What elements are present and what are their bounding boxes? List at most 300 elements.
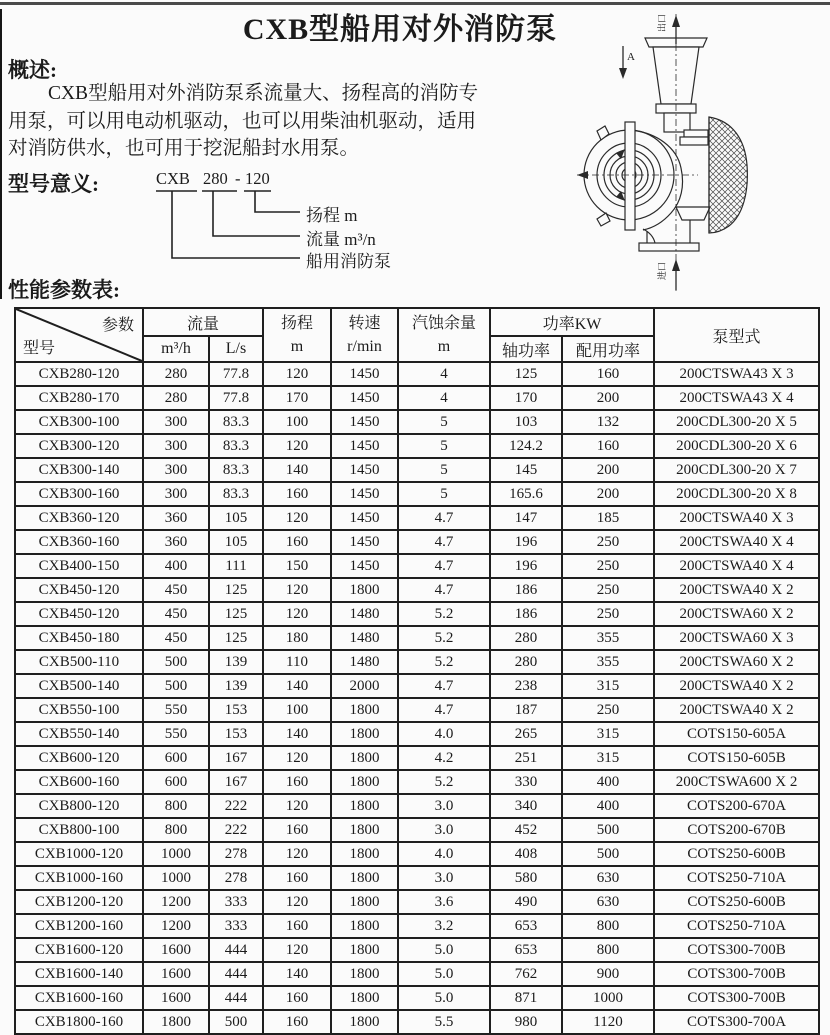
cell-pump-type: COTS250-600B: [654, 890, 819, 914]
cell-head: 120: [263, 890, 331, 914]
cell-pump-type: 200CDL300-20 X 7: [654, 458, 819, 482]
cell-head: 120: [263, 794, 331, 818]
cell-rated-power: 200: [562, 458, 654, 482]
cell-flow-ls: 125: [209, 626, 263, 650]
cell-model: CXB500-140: [15, 674, 143, 698]
cell-rated-power: 400: [562, 794, 654, 818]
cell-model: CXB550-100: [15, 698, 143, 722]
table-row: [15, 914, 819, 938]
table-row: [15, 866, 819, 890]
table-row: [15, 650, 819, 674]
cell-flow-ls: 105: [209, 530, 263, 554]
cell-pump-type: COTS300-700B: [654, 962, 819, 986]
cell-model: CXB300-140: [15, 458, 143, 482]
cell-rated-power: 315: [562, 722, 654, 746]
cell-rated-power: 200: [562, 386, 654, 410]
cell-flow-m3h: 280: [143, 362, 209, 386]
speed-unit: r/min: [347, 338, 382, 355]
cell-shaft-power: 280: [490, 626, 562, 650]
cell-speed: 1800: [331, 938, 398, 962]
cell-speed: 2000: [331, 674, 398, 698]
cell-speed: 1480: [331, 602, 398, 626]
cell-npsh: 3.2: [398, 914, 490, 938]
cell-flow-ls: 83.3: [209, 458, 263, 482]
cell-flow-ls: 125: [209, 602, 263, 626]
cell-npsh: 4.7: [398, 578, 490, 602]
outlet-label: 出口: [657, 13, 667, 32]
cell-head: 120: [263, 506, 331, 530]
cell-model: CXB600-120: [15, 746, 143, 770]
cell-npsh: 4.2: [398, 746, 490, 770]
cell-speed: 1450: [331, 434, 398, 458]
cell-flow-ls: 83.3: [209, 434, 263, 458]
cell-rated-power: 200: [562, 482, 654, 506]
cell-pump-type: 200CDL300-20 X 6: [654, 434, 819, 458]
cell-pump-type: 200CTSWA40 X 2: [654, 578, 819, 602]
cell-flow-m3h: 1200: [143, 914, 209, 938]
cell-flow-m3h: 550: [143, 698, 209, 722]
corner-model-label: 型号: [23, 340, 56, 357]
cell-pump-type: 200CDL300-20 X 8: [654, 482, 819, 506]
cell-speed: 1800: [331, 770, 398, 794]
model-code-flow: 280: [203, 169, 228, 188]
cell-npsh: 3.6: [398, 890, 490, 914]
cell-npsh: 5: [398, 434, 490, 458]
cell-flow-m3h: 300: [143, 410, 209, 434]
cell-flow-m3h: 1800: [143, 1010, 209, 1034]
cell-pump-type: 200CTSWA60 X 2: [654, 650, 819, 674]
speed-label: 转速: [348, 314, 381, 332]
cell-head: 160: [263, 1010, 331, 1034]
cell-rated-power: 1120: [562, 1010, 654, 1034]
cell-pump-type: COTS300-700B: [654, 938, 819, 962]
cell-speed: 1800: [331, 578, 398, 602]
cell-npsh: 5.2: [398, 626, 490, 650]
cell-npsh: 5.2: [398, 650, 490, 674]
cell-speed: 1450: [331, 530, 398, 554]
cell-speed: 1800: [331, 746, 398, 770]
cell-model: CXB1600-160: [15, 986, 143, 1010]
cell-head: 100: [263, 698, 331, 722]
cell-speed: 1450: [331, 362, 398, 386]
cell-head: 160: [263, 914, 331, 938]
cell-flow-m3h: 360: [143, 506, 209, 530]
cell-shaft-power: 147: [490, 506, 562, 530]
cell-flow-m3h: 800: [143, 794, 209, 818]
cell-rated-power: 500: [562, 842, 654, 866]
table-row: [15, 554, 819, 578]
cell-flow-ls: 333: [209, 914, 263, 938]
cell-head: 170: [263, 386, 331, 410]
cell-pump-type: 200CTSWA60 X 3: [654, 626, 819, 650]
table-row: [15, 458, 819, 482]
cell-shaft-power: 145: [490, 458, 562, 482]
cell-flow-m3h: 500: [143, 674, 209, 698]
col-header-rated-power: 配用功率: [562, 336, 654, 362]
cell-speed: 1800: [331, 962, 398, 986]
cell-npsh: 5.0: [398, 962, 490, 986]
cell-npsh: 4.0: [398, 842, 490, 866]
cell-speed: 1800: [331, 1010, 398, 1034]
cell-flow-ls: 139: [209, 650, 263, 674]
overview-line: 用泵，可以用电动机驱动，也可以用柴油机驱动，适用: [8, 110, 477, 132]
cell-flow-ls: 153: [209, 722, 263, 746]
cell-shaft-power: 165.6: [490, 482, 562, 506]
col-header-head: [263, 308, 331, 362]
model-diagram-lines: [140, 186, 310, 268]
cell-flow-ls: 278: [209, 866, 263, 890]
cell-flow-m3h: 450: [143, 626, 209, 650]
cell-shaft-power: 280: [490, 650, 562, 674]
cell-flow-m3h: 1000: [143, 866, 209, 890]
cell-shaft-power: 170: [490, 386, 562, 410]
cell-model: CXB450-180: [15, 626, 143, 650]
cell-head: 160: [263, 482, 331, 506]
cell-rated-power: 400: [562, 770, 654, 794]
table-row: [15, 890, 819, 914]
cell-flow-ls: 444: [209, 986, 263, 1010]
col-header-flow: 流量: [143, 308, 263, 336]
cell-npsh: 5.5: [398, 1010, 490, 1034]
cell-npsh: 5: [398, 410, 490, 434]
cell-speed: 1450: [331, 410, 398, 434]
cell-speed: 1800: [331, 698, 398, 722]
cell-flow-ls: 83.3: [209, 410, 263, 434]
cell-rated-power: 250: [562, 602, 654, 626]
cell-shaft-power: 187: [490, 698, 562, 722]
cell-rated-power: 355: [562, 626, 654, 650]
col-header-speed: [331, 308, 398, 362]
cell-rated-power: 315: [562, 674, 654, 698]
cell-shaft-power: 125: [490, 362, 562, 386]
cell-model: CXB800-100: [15, 818, 143, 842]
cell-head: 180: [263, 626, 331, 650]
cell-rated-power: 1000: [562, 986, 654, 1010]
cell-head: 160: [263, 986, 331, 1010]
table-row: [15, 578, 819, 602]
cell-pump-type: COTS150-605A: [654, 722, 819, 746]
col-header-pump-type: 泵型式: [654, 308, 819, 362]
cell-rated-power: 900: [562, 962, 654, 986]
cell-rated-power: 185: [562, 506, 654, 530]
table-row: [15, 722, 819, 746]
cell-flow-m3h: 1200: [143, 890, 209, 914]
cell-flow-m3h: 450: [143, 602, 209, 626]
model-code-dash: -: [235, 169, 241, 188]
cell-shaft-power: 340: [490, 794, 562, 818]
table-row: [15, 698, 819, 722]
cell-head: 160: [263, 770, 331, 794]
npsh-unit: m: [437, 338, 451, 355]
cell-flow-ls: 111: [209, 554, 263, 578]
cell-flow-m3h: 360: [143, 530, 209, 554]
cell-head: 120: [263, 362, 331, 386]
performance-heading: 性能参数表:: [8, 278, 120, 302]
cell-pump-type: 200CTSWA40 X 4: [654, 530, 819, 554]
cell-head: 110: [263, 650, 331, 674]
cell-rated-power: 250: [562, 554, 654, 578]
cell-speed: 1450: [331, 554, 398, 578]
cell-flow-m3h: 1000: [143, 842, 209, 866]
cell-model: CXB450-120: [15, 578, 143, 602]
diagram-label-pump: 船用消防泵: [306, 252, 391, 271]
table-row: [15, 818, 819, 842]
cell-head: 160: [263, 818, 331, 842]
cell-pump-type: 200CTSWA43 X 3: [654, 362, 819, 386]
table-row: [15, 1010, 819, 1034]
table-row: [15, 434, 819, 458]
cell-flow-ls: 77.8: [209, 362, 263, 386]
cell-flow-ls: 444: [209, 938, 263, 962]
cell-model: CXB800-120: [15, 794, 143, 818]
cell-head: 160: [263, 866, 331, 890]
cell-npsh: 3.0: [398, 794, 490, 818]
cell-npsh: 4: [398, 362, 490, 386]
cell-flow-m3h: 400: [143, 554, 209, 578]
cell-flow-ls: 77.8: [209, 386, 263, 410]
cell-shaft-power: 408: [490, 842, 562, 866]
cell-rated-power: 160: [562, 362, 654, 386]
overview-heading: 概述:: [8, 58, 57, 82]
cell-flow-m3h: 280: [143, 386, 209, 410]
cell-rated-power: 250: [562, 530, 654, 554]
cell-npsh: 4: [398, 386, 490, 410]
cell-pump-type: COTS200-670A: [654, 794, 819, 818]
cell-npsh: 4.7: [398, 554, 490, 578]
table-row: [15, 962, 819, 986]
cell-rated-power: 315: [562, 746, 654, 770]
col-header-flow-ls: L/s: [209, 336, 263, 362]
diagram-label-flow: 流量 m³/n: [306, 230, 376, 249]
cell-shaft-power: 196: [490, 530, 562, 554]
cell-model: CXB280-170: [15, 386, 143, 410]
cell-head: 160: [263, 530, 331, 554]
corner-header-cell: [15, 308, 143, 362]
cell-model: CXB600-160: [15, 770, 143, 794]
cell-flow-m3h: 500: [143, 650, 209, 674]
cell-flow-m3h: 1600: [143, 938, 209, 962]
cell-model: CXB1600-140: [15, 962, 143, 986]
cell-flow-ls: 500: [209, 1010, 263, 1034]
cell-shaft-power: 186: [490, 602, 562, 626]
cell-pump-type: 200CTSWA43 X 4: [654, 386, 819, 410]
cell-pump-type: COTS150-605B: [654, 746, 819, 770]
cell-head: 120: [263, 746, 331, 770]
cell-npsh: 5.0: [398, 938, 490, 962]
cell-model: CXB1200-160: [15, 914, 143, 938]
cell-model: CXB300-100: [15, 410, 143, 434]
cell-flow-ls: 278: [209, 842, 263, 866]
cell-shaft-power: 653: [490, 914, 562, 938]
cell-rated-power: 500: [562, 818, 654, 842]
col-header-npsh: [398, 308, 490, 362]
cell-pump-type: 200CTSWA40 X 2: [654, 698, 819, 722]
table-row: [15, 626, 819, 650]
cell-flow-m3h: 450: [143, 578, 209, 602]
cell-pump-type: 200CTSWA60 X 2: [654, 602, 819, 626]
table-row: [15, 506, 819, 530]
model-code-prefix: CXB: [156, 169, 190, 188]
cell-pump-type: 200CDL300-20 X 5: [654, 410, 819, 434]
cell-rated-power: 630: [562, 890, 654, 914]
cell-pump-type: COTS200-670B: [654, 818, 819, 842]
cell-flow-ls: 125: [209, 578, 263, 602]
cell-speed: 1800: [331, 722, 398, 746]
head-label: 扬程: [281, 314, 314, 332]
cell-model: CXB1000-160: [15, 866, 143, 890]
cell-pump-type: COTS300-700B: [654, 986, 819, 1010]
cell-speed: 1800: [331, 986, 398, 1010]
cell-speed: 1800: [331, 914, 398, 938]
table-row: [15, 482, 819, 506]
cell-shaft-power: 238: [490, 674, 562, 698]
cell-speed: 1450: [331, 482, 398, 506]
cell-flow-m3h: 1600: [143, 962, 209, 986]
cell-head: 100: [263, 410, 331, 434]
cell-speed: 1800: [331, 866, 398, 890]
cell-npsh: 4.7: [398, 530, 490, 554]
cell-npsh: 5.2: [398, 770, 490, 794]
table-row: [15, 674, 819, 698]
cell-speed: 1800: [331, 890, 398, 914]
cell-model: CXB1600-120: [15, 938, 143, 962]
cell-flow-m3h: 600: [143, 770, 209, 794]
pump-technical-drawing: [563, 0, 830, 300]
table-row: [15, 794, 819, 818]
cell-npsh: 5: [398, 458, 490, 482]
cell-flow-ls: 139: [209, 674, 263, 698]
cell-npsh: 5.2: [398, 602, 490, 626]
cell-rated-power: 800: [562, 938, 654, 962]
cell-model: CXB1200-120: [15, 890, 143, 914]
cell-model: CXB360-120: [15, 506, 143, 530]
cell-head: 120: [263, 602, 331, 626]
table-row: [15, 842, 819, 866]
cell-model: CXB500-110: [15, 650, 143, 674]
performance-table: [14, 307, 820, 1035]
cell-rated-power: 800: [562, 914, 654, 938]
cell-shaft-power: 980: [490, 1010, 562, 1034]
cell-head: 120: [263, 938, 331, 962]
cell-pump-type: 200CTSWA600 X 2: [654, 770, 819, 794]
cell-npsh: 3.0: [398, 818, 490, 842]
cell-shaft-power: 103: [490, 410, 562, 434]
cell-model: CXB1800-160: [15, 1010, 143, 1034]
cell-speed: 1800: [331, 794, 398, 818]
left-border-line: [0, 9, 2, 299]
cell-rated-power: 630: [562, 866, 654, 890]
cell-flow-ls: 444: [209, 962, 263, 986]
cell-model: CXB280-120: [15, 362, 143, 386]
cell-pump-type: 200CTSWA40 X 4: [654, 554, 819, 578]
cell-model: CXB360-160: [15, 530, 143, 554]
col-header-shaft-power: 轴功率: [490, 336, 562, 362]
cell-model: CXB300-160: [15, 482, 143, 506]
cell-npsh: 5: [398, 482, 490, 506]
cell-flow-ls: 167: [209, 746, 263, 770]
cell-rated-power: 250: [562, 698, 654, 722]
cell-shaft-power: 124.2: [490, 434, 562, 458]
cell-head: 120: [263, 434, 331, 458]
cell-flow-m3h: 300: [143, 458, 209, 482]
cell-head: 150: [263, 554, 331, 578]
cell-rated-power: 355: [562, 650, 654, 674]
cell-shaft-power: 196: [490, 554, 562, 578]
cell-speed: 1480: [331, 650, 398, 674]
diagram-label-head: 扬程 m: [306, 206, 358, 225]
table-row: [15, 986, 819, 1010]
cell-pump-type: COTS250-710A: [654, 866, 819, 890]
cell-head: 140: [263, 458, 331, 482]
table-row: [15, 746, 819, 770]
cell-model: CXB300-120: [15, 434, 143, 458]
cell-speed: 1480: [331, 626, 398, 650]
cell-flow-ls: 153: [209, 698, 263, 722]
cell-head: 140: [263, 722, 331, 746]
cell-speed: 1800: [331, 818, 398, 842]
cell-shaft-power: 580: [490, 866, 562, 890]
table-row: [15, 362, 819, 386]
cell-flow-m3h: 550: [143, 722, 209, 746]
corner-param-label: 参数: [101, 317, 134, 334]
inlet-label: 进口: [657, 261, 667, 280]
cell-flow-ls: 105: [209, 506, 263, 530]
model-code-head: 120: [245, 169, 270, 188]
cell-shaft-power: 653: [490, 938, 562, 962]
cell-rated-power: 160: [562, 434, 654, 458]
page-title: CXB型船用对外消防泵: [242, 13, 558, 46]
model-meaning-heading: 型号意义:: [8, 172, 99, 196]
table-row: [15, 386, 819, 410]
cell-npsh: 4.7: [398, 698, 490, 722]
cell-flow-ls: 222: [209, 818, 263, 842]
cell-head: 120: [263, 842, 331, 866]
cell-pump-type: COTS300-700A: [654, 1010, 819, 1034]
head-unit: m: [290, 338, 304, 355]
npsh-label: 汽蚀余量: [412, 314, 477, 332]
cell-model: CXB400-150: [15, 554, 143, 578]
cell-shaft-power: 265: [490, 722, 562, 746]
col-header-flow-m3h: m³/h: [143, 336, 209, 362]
cell-shaft-power: 452: [490, 818, 562, 842]
cell-speed: 1800: [331, 842, 398, 866]
overview-line: CXB型船用对外消防泵系流量大、扬程高的消防专: [47, 83, 479, 104]
cell-model: CXB1000-120: [15, 842, 143, 866]
cell-pump-type: COTS250-600B: [654, 842, 819, 866]
cell-pump-type: 200CTSWA40 X 3: [654, 506, 819, 530]
cell-flow-ls: 333: [209, 890, 263, 914]
cell-speed: 1450: [331, 506, 398, 530]
overview-line: 对消防供水，也可用于挖泥船封水用泵。: [8, 138, 360, 159]
overview-paragraph: [8, 80, 586, 163]
cell-model: CXB450-120: [15, 602, 143, 626]
table-row: [15, 602, 819, 626]
cell-flow-ls: 83.3: [209, 482, 263, 506]
cell-flow-m3h: 800: [143, 818, 209, 842]
col-header-power: 功率KW: [490, 308, 654, 336]
table-row: [15, 410, 819, 434]
cell-speed: 1450: [331, 386, 398, 410]
cell-speed: 1450: [331, 458, 398, 482]
cell-shaft-power: 490: [490, 890, 562, 914]
table-row: [15, 938, 819, 962]
cell-npsh: 5.0: [398, 986, 490, 1010]
cell-head: 140: [263, 674, 331, 698]
section-a-label: A: [627, 51, 635, 63]
cell-rated-power: 250: [562, 578, 654, 602]
cell-pump-type: 200CTSWA40 X 2: [654, 674, 819, 698]
performance-table-wrap: [14, 307, 820, 1035]
